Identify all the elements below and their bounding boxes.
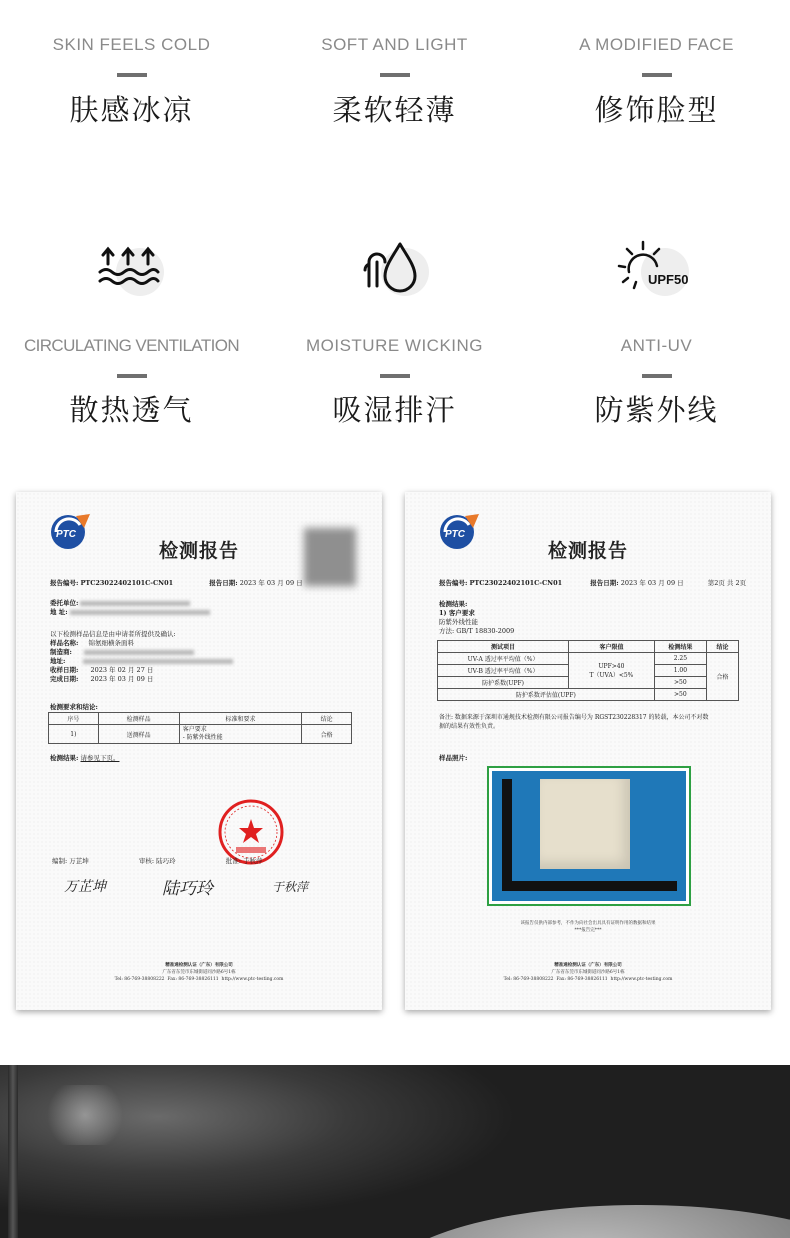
report-footer: 精准通检测认证（广东）有限公司 广东省东莞市东城街道同沙路6号1栋 Tel: 86-769-38808222 Fax: 86-769-38826111 http://www.ptc-testing.com [114,963,284,982]
divider-bar [380,374,410,378]
test-report-page-2 [405,492,771,1010]
feature-en-label: SKIN FEELS COLD [52,35,211,54]
client-info: 委托单位: 地 址: [50,599,210,617]
upf-badge-text: UPF50 [648,272,689,287]
feature-en-label: SOFT AND LIGHT [321,35,468,54]
test-report-page-1 [16,492,382,1010]
divider-bar [117,374,147,378]
feature-en-label: ANTI-UV [620,336,693,355]
feature-ventilation [0,335,263,427]
fabric-sample [540,779,630,869]
divider-bar [117,73,147,77]
qr-code-blurred [304,528,356,586]
svg-text:PTC: PTC [56,529,76,540]
feature-cn-label: 散热透气 [69,393,194,427]
moisture-icon [355,236,435,306]
uv-results-table: 测试项目 客户限值 检测结果 结论 UV-A 透过率平均值（%） UPF>40 T（UVA）<5% 2.25 合格 UV-B 透过率平均值（%） 1.00 防护系数(UPF) >50 防护系数评估值(UPF) >50 [437,640,739,701]
signature-3: 于秋萍 [272,880,309,894]
signature-labels: 编制: 万芷坤 审核: 陆巧玲 批准: 于秋萍 [52,857,263,865]
feature-cn-label: 吸湿排汗 [332,393,457,427]
bokeh-light [40,1085,130,1145]
feature-cn-label: 防紫外线 [594,393,719,427]
results-note: 检测结果: 请参见下页。 [50,754,120,762]
report-number-line: 报告编号: PTC23022402101C-CN01 报告日期: 2023 年 03 月 09 日 第2页 共 2页 [439,579,747,587]
requirements-heading: 检测要求和结论: [50,703,98,711]
feature-skin-cold [0,34,263,127]
feature-en-label: A MODIFIED FACE [579,35,734,54]
feature-en-label: MOISTURE WICKING [305,336,484,355]
signature-1: 万芷坤 [64,879,106,895]
report-title: 检测报告 [158,540,239,562]
feature-cn-label: 柔软轻薄 [332,93,457,127]
feature-cn-label: 修饰脸型 [594,93,719,127]
feature-modified-face [525,34,788,127]
product-photo [0,1065,790,1238]
hat-brim [380,1205,790,1238]
photo-label: 样品照片: [439,754,468,762]
signature-2: 陆巧玲 [162,879,213,899]
feature-cn-label: 肤感冰凉 [69,93,194,127]
results-header: 检测结果: 1) 客户要求 防紫外线性能 方法: GB/T 18830-2009 [439,600,515,635]
divider-bar [642,73,672,77]
pole [8,1065,18,1238]
ventilation-icon [94,236,174,306]
feature-anti-uv [525,335,788,427]
report-title: 检测报告 [547,540,628,562]
sample-info: 以下检测样品信息是由申请者所提供及确认: 样品名称: 锦氨细横条面料 制造商: 地址: 收样日期: 2023 年 02 月 27 日 完成日期: 2023 年 03 月 09 日 [50,630,233,684]
conclusion-table: 序号 检测样品 标准和要求 结论 1) 送测样品 客户要求 - 防紫外线性能 合格 [48,712,352,744]
report-number-line: 报告编号: PTC23022402101C-CN01 报告日期: 2023 年 03 月 09 日 [50,579,303,587]
divider-bar [642,374,672,378]
photo-note: 该报告仅供内部参考，不作为向社会出具具有证明作用的数据和结果 ***报告完*** [520,921,656,933]
remark-text: 备注: 数据来源于深圳市通规技术检测有限公司报告编号为 RGST230228317 的转载，本公司不对数 据的结果有效性负责。 [439,714,709,730]
svg-text:PTC: PTC [445,529,465,540]
feature-soft-light [263,34,526,127]
feature-en-label: CIRCULATING VENTILATION [23,336,240,355]
sun-upf-icon [615,236,695,306]
report-footer: 精准通检测认证（广东）有限公司 广东省东莞市东城街道同沙路6号1栋 Tel: 86-769-38808222 Fax: 86-769-38826111 http://www.ptc-testing.com [503,963,673,982]
feature-moisture-wicking [263,335,526,427]
sample-photo [487,766,691,906]
divider-bar [380,73,410,77]
